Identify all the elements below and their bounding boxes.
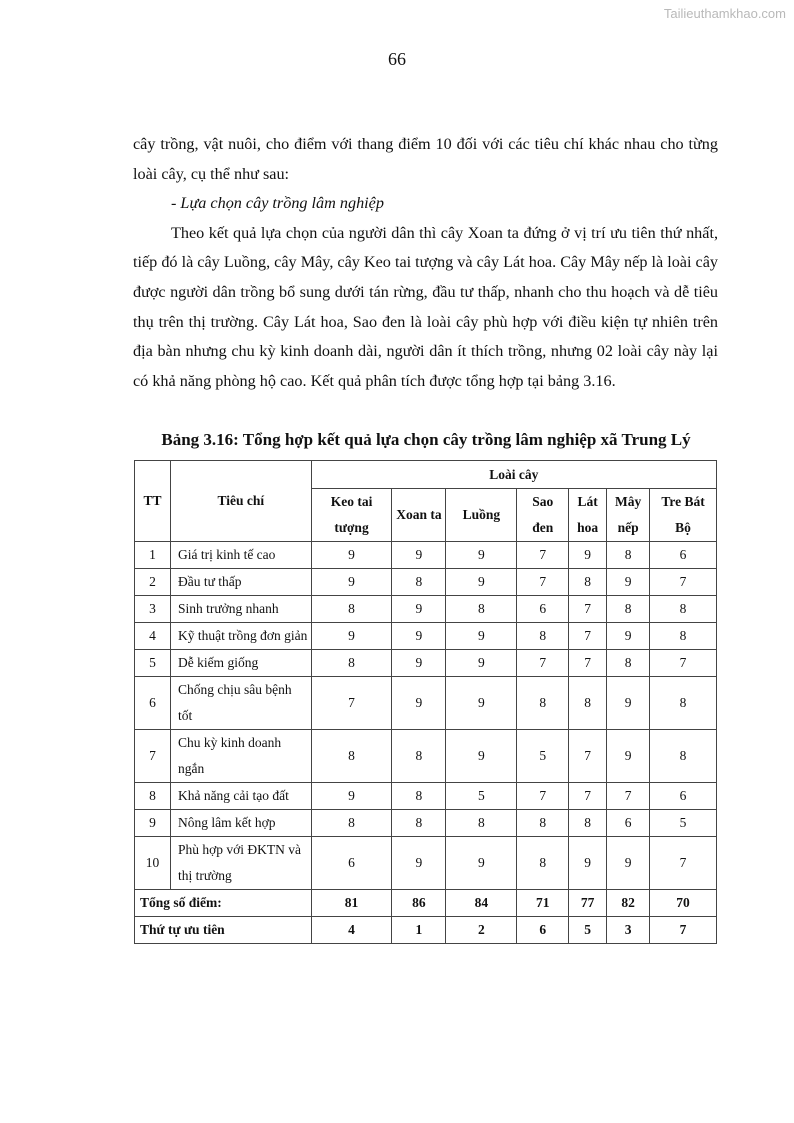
- row-score: 6: [650, 783, 717, 810]
- row-score: 8: [311, 596, 392, 623]
- priority-rank: 4: [311, 917, 392, 944]
- row-criterion: Đầu tư thấp: [170, 569, 311, 596]
- table-body: [135, 542, 717, 890]
- header-species: Xoan ta: [392, 489, 446, 542]
- row-tt: 4: [135, 623, 171, 650]
- row-score: 8: [392, 569, 446, 596]
- table-row: [135, 783, 717, 810]
- row-score: 9: [392, 650, 446, 677]
- header-species: Tre Bát Bộ: [650, 489, 717, 542]
- row-score: 8: [569, 677, 607, 730]
- row-score: 7: [569, 596, 607, 623]
- row-score: 9: [569, 837, 607, 890]
- row-score: 9: [392, 677, 446, 730]
- row-score: 8: [650, 623, 717, 650]
- row-criterion: Phù hợp với ĐKTN và thị trường: [170, 837, 311, 890]
- row-criterion: Giá trị kinh tế cao: [170, 542, 311, 569]
- row-score: 8: [569, 810, 607, 837]
- row-score: 6: [311, 837, 392, 890]
- row-score: 8: [607, 650, 650, 677]
- row-score: 9: [392, 837, 446, 890]
- row-tt: 10: [135, 837, 171, 890]
- row-score: 9: [446, 569, 517, 596]
- row-score: 6: [517, 596, 569, 623]
- row-criterion: Nông lâm kết hợp: [170, 810, 311, 837]
- priority-rank: 7: [650, 917, 717, 944]
- table-row: [135, 623, 717, 650]
- priority-rank: 6: [517, 917, 569, 944]
- total-score: 84: [446, 890, 517, 917]
- row-score: 8: [569, 569, 607, 596]
- row-tt: 8: [135, 783, 171, 810]
- row-score: 5: [446, 783, 517, 810]
- row-score: 6: [650, 542, 717, 569]
- row-tt: 1: [135, 542, 171, 569]
- total-score: 77: [569, 890, 607, 917]
- table-header-row: [135, 461, 717, 489]
- row-score: 8: [311, 810, 392, 837]
- row-score: 7: [517, 542, 569, 569]
- row-score: 6: [607, 810, 650, 837]
- row-score: 7: [517, 569, 569, 596]
- row-score: 9: [569, 542, 607, 569]
- priority-rank: 2: [446, 917, 517, 944]
- row-score: 8: [392, 810, 446, 837]
- row-score: 7: [569, 623, 607, 650]
- watermark: Tailieuthamkhao.com: [663, 6, 786, 21]
- total-score: 86: [392, 890, 446, 917]
- row-score: 8: [517, 623, 569, 650]
- row-score: 7: [517, 783, 569, 810]
- row-score: 7: [311, 677, 392, 730]
- header-criteria: Tiêu chí: [170, 461, 311, 542]
- row-score: 9: [607, 677, 650, 730]
- row-score: 9: [392, 542, 446, 569]
- table-row: [135, 542, 717, 569]
- body-text: [133, 130, 718, 396]
- row-criterion: Chu kỳ kinh doanh ngắn: [170, 730, 311, 783]
- row-score: 9: [311, 542, 392, 569]
- row-tt: 7: [135, 730, 171, 783]
- paragraph-results: Theo kết quả lựa chọn của người dân thì cây Xoan ta đứng ở vị trí ưu tiên thứ nhất, tiếp đó là cây Luồng, cây Mây, cây Keo tai tượng và cây Lát hoa. Cây Mây nếp là loài cây được người dân trồng bổ sung dưới tán rừng, đầu tư thấp, nhanh cho thu hoạch và dễ tiêu thụ trên thị trường. Cây Lát hoa, Sao đen là loài cây phù hợp với điều kiện tự nhiên trên địa bàn nhưng chu kỳ kinh doanh dài, người dân ít thích trồng, nhưng 02 loài cây này lại có khả năng phòng hộ cao. Kết quả phân tích được tổng hợp tại bảng 3.16.: [133, 223, 718, 390]
- total-row: [135, 890, 717, 917]
- row-score: 5: [517, 730, 569, 783]
- total-score: 71: [517, 890, 569, 917]
- row-score: 8: [650, 677, 717, 730]
- row-score: 9: [607, 730, 650, 783]
- header-species: Keo tai tượng: [311, 489, 392, 542]
- priority-rank: 5: [569, 917, 607, 944]
- table-row: [135, 677, 717, 730]
- header-species: Mây nếp: [607, 489, 650, 542]
- row-score: 8: [650, 596, 717, 623]
- row-criterion: Khả năng cải tạo đất: [170, 783, 311, 810]
- page-number: 66: [388, 49, 406, 69]
- row-tt: 5: [135, 650, 171, 677]
- row-score: 9: [392, 596, 446, 623]
- table-row: [135, 569, 717, 596]
- row-criterion: Kỹ thuật trồng đơn giản: [170, 623, 311, 650]
- row-score: 7: [517, 650, 569, 677]
- row-tt: 3: [135, 596, 171, 623]
- priority-row: [135, 917, 717, 944]
- species-selection-table: [134, 460, 717, 944]
- row-score: 7: [569, 783, 607, 810]
- row-criterion: Chống chịu sâu bệnh tốt: [170, 677, 311, 730]
- row-score: 9: [392, 623, 446, 650]
- row-score: 8: [311, 650, 392, 677]
- row-criterion: Sinh trưởng nhanh: [170, 596, 311, 623]
- row-score: 9: [446, 623, 517, 650]
- header-species-group: Loài cây: [311, 461, 716, 489]
- table-row: [135, 810, 717, 837]
- row-score: 9: [446, 542, 517, 569]
- row-score: 7: [569, 650, 607, 677]
- row-score: 8: [311, 730, 392, 783]
- total-score: 82: [607, 890, 650, 917]
- row-tt: 9: [135, 810, 171, 837]
- header-species: Sao đen: [517, 489, 569, 542]
- row-tt: 2: [135, 569, 171, 596]
- priority-label: Thứ tự ưu tiên: [135, 917, 312, 944]
- table-caption: Bảng 3.16: Tổng hợp kết quả lựa chọn cây trồng lâm nghiệp xã Trung Lý: [161, 430, 691, 449]
- row-score: 9: [446, 730, 517, 783]
- row-tt: 6: [135, 677, 171, 730]
- row-score: 9: [607, 837, 650, 890]
- row-criterion: Dễ kiếm giống: [170, 650, 311, 677]
- row-score: 8: [517, 677, 569, 730]
- row-score: 8: [392, 783, 446, 810]
- row-score: 8: [446, 596, 517, 623]
- table-row: [135, 650, 717, 677]
- priority-rank: 1: [392, 917, 446, 944]
- row-score: 9: [311, 783, 392, 810]
- row-score: 9: [446, 837, 517, 890]
- row-score: 9: [607, 623, 650, 650]
- table-row: [135, 730, 717, 783]
- header-tt: TT: [135, 461, 171, 542]
- header-species: Luồng: [446, 489, 517, 542]
- header-species: Lát hoa: [569, 489, 607, 542]
- row-score: 9: [607, 569, 650, 596]
- row-score: 5: [650, 810, 717, 837]
- row-score: 7: [650, 837, 717, 890]
- row-score: 8: [650, 730, 717, 783]
- row-score: 8: [446, 810, 517, 837]
- table-row: [135, 596, 717, 623]
- row-score: 7: [650, 569, 717, 596]
- section-subheading: - Lựa chọn cây trồng lâm nghiệp: [171, 194, 384, 213]
- row-score: 9: [311, 569, 392, 596]
- priority-rank: 3: [607, 917, 650, 944]
- row-score: 8: [607, 542, 650, 569]
- table-row: [135, 837, 717, 890]
- row-score: 7: [569, 730, 607, 783]
- row-score: 8: [517, 837, 569, 890]
- row-score: 8: [392, 730, 446, 783]
- row-score: 7: [607, 783, 650, 810]
- row-score: 9: [446, 677, 517, 730]
- total-label: Tổng số điểm:: [135, 890, 312, 917]
- row-score: 9: [311, 623, 392, 650]
- row-score: 8: [517, 810, 569, 837]
- row-score: 9: [446, 650, 517, 677]
- total-score: 81: [311, 890, 392, 917]
- row-score: 8: [607, 596, 650, 623]
- total-score: 70: [650, 890, 717, 917]
- paragraph-intro: cây trồng, vật nuôi, cho điểm với thang điểm 10 đối với các tiêu chí khác nhau cho từng loài cây, cụ thể như sau:: [133, 135, 718, 183]
- row-score: 7: [650, 650, 717, 677]
